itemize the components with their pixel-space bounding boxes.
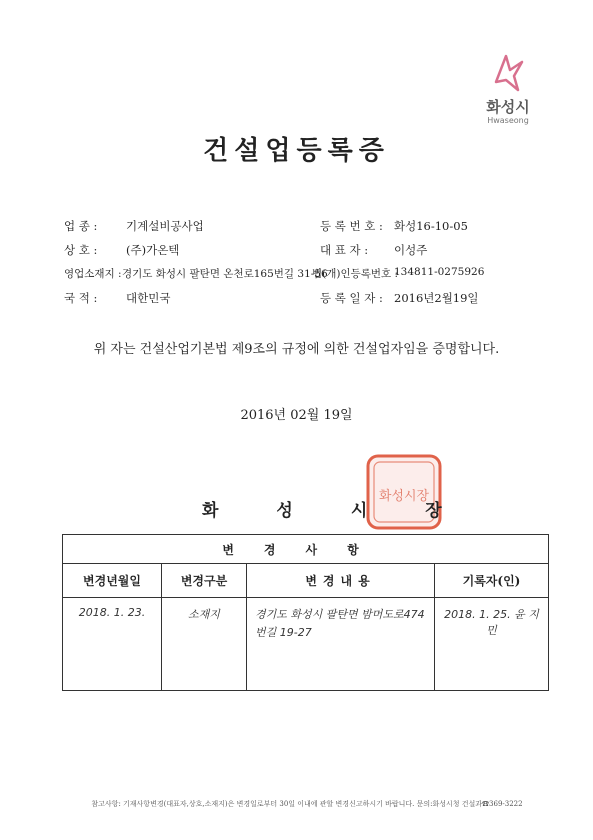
business-type-value: 기계설비공사업: [126, 219, 204, 233]
company-value: (주)가온텍: [126, 243, 180, 257]
reg-date-value: 2016년2월19일: [394, 291, 479, 305]
issue-date: 2016년 02월 19일: [240, 408, 353, 423]
change-table-title: 변경사항: [63, 535, 549, 564]
field-row: [64, 242, 534, 258]
column-header-recorder: 기록자(인): [435, 564, 549, 598]
hwaseong-logo: [478, 52, 538, 132]
corp-no-label: 법(개)인등록번호 :: [312, 268, 399, 280]
company-label: 상 호 :: [64, 243, 98, 257]
reg-date-label: 등 록 일 자 :: [320, 291, 383, 305]
field-row: [64, 266, 534, 282]
change-type-cell: [162, 598, 247, 691]
change-recorder: 2018. 1. 25. 윤 지민: [444, 608, 539, 637]
change-date-cell: [63, 598, 162, 691]
reg-no-value: 화성16-10-05: [394, 219, 468, 233]
seal-text: 화성시장: [378, 489, 430, 504]
change-type: 소재지: [188, 608, 220, 621]
field-row: [64, 290, 534, 306]
change-date: 2018. 1. 23.: [78, 606, 146, 619]
issuer-name: 화성시장: [202, 501, 500, 521]
table-row: [63, 598, 549, 691]
column-header-content: 변경내용: [247, 564, 435, 598]
column-header-type: 변경구분: [162, 564, 247, 598]
change-content: 경기도 화성시 팔탄면 밤머도로474번길 19-27: [255, 608, 425, 639]
ceo-value: 이성주: [394, 243, 428, 257]
change-content-cell: [247, 598, 435, 691]
field-row: [64, 218, 534, 234]
reg-no-label: 등 록 번 호 :: [320, 219, 383, 233]
logo-name: 화성시: [486, 98, 530, 116]
nationality-label: 국 적 :: [64, 291, 98, 305]
logo-subtext: Hwaseong: [487, 116, 529, 125]
address-value: 경기도 화성시 팔탄면 온천로165번길 31-56: [122, 268, 328, 280]
change-history-table: [62, 534, 549, 691]
change-recorder-cell: [435, 598, 549, 691]
certification-statement: 위 자는 건설산업기본법 제9조의 규정에 의한 건설업자임을 증명합니다.: [93, 342, 500, 357]
address-label: 영업소재지 :: [64, 268, 122, 280]
nationality-value: 대한민국: [126, 291, 171, 305]
footer-note: 참고사항: 기재사항변경(대표자,상호,소재지)은 변경일로부터 30일 이내에 관할 변경신고하시기 바랍니다. 문의:화성시청 건설과☎369-3222: [91, 800, 523, 808]
star-logo-icon: [492, 52, 524, 92]
business-type-label: 업 종 :: [64, 219, 98, 233]
document-title: 건설업등록증: [203, 136, 390, 166]
column-header-date: 변경년월일: [63, 564, 162, 598]
ceo-label: 대 표 자 :: [320, 243, 369, 257]
corp-no-value: 134811-0275926: [394, 266, 485, 278]
